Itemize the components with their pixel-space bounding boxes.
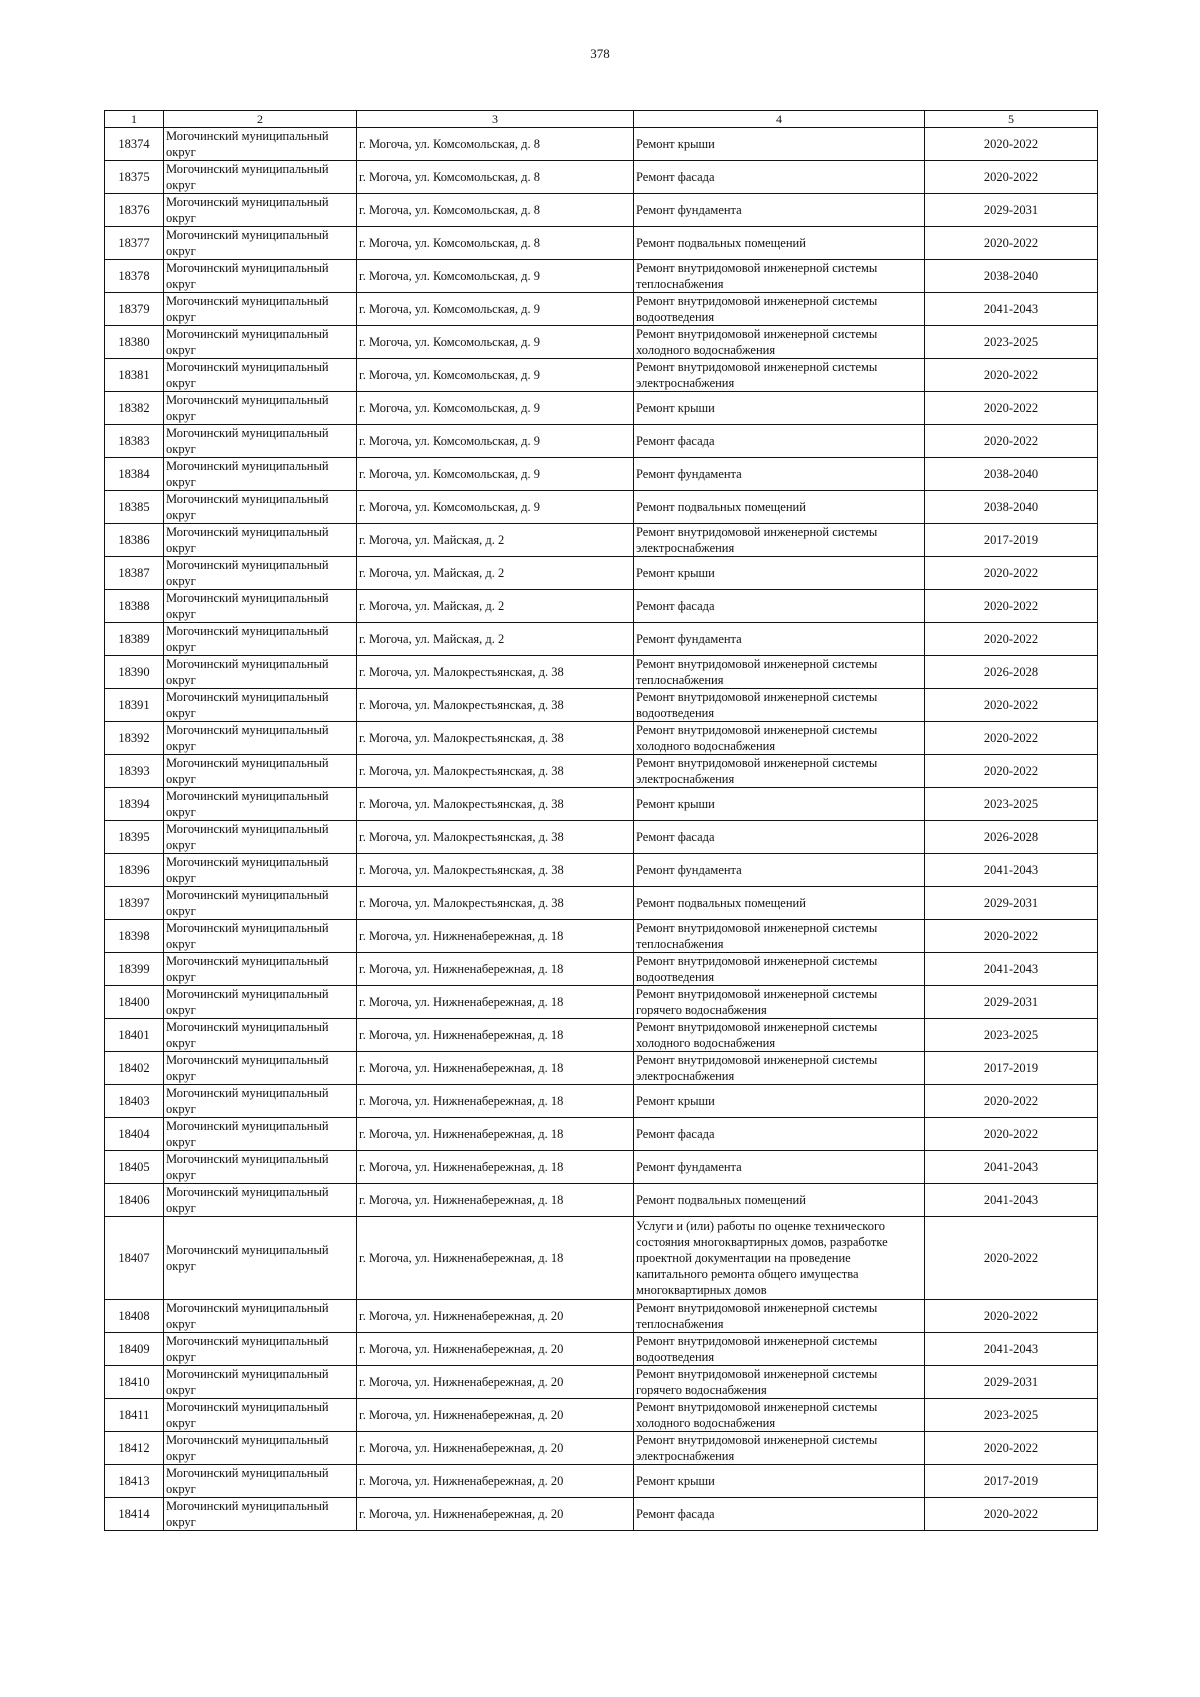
municipality-cell: Могочинский муниципальный округ [164,161,357,194]
period-cell: 2020-2022 [925,1085,1098,1118]
row-number-cell: 18379 [105,293,164,326]
row-number-cell: 18414 [105,1498,164,1531]
municipality-cell: Могочинский муниципальный округ [164,755,357,788]
municipality-cell: Могочинский муниципальный округ [164,1432,357,1465]
row-number-cell: 18381 [105,359,164,392]
address-cell: г. Могоча, ул. Майская, д. 2 [357,557,634,590]
address-cell: г. Могоча, ул. Комсомольская, д. 9 [357,260,634,293]
row-number-cell: 18378 [105,260,164,293]
table-row [105,359,1098,392]
period-cell: 2020-2022 [925,359,1098,392]
row-number-cell: 18383 [105,425,164,458]
municipality-cell: Могочинский муниципальный округ [164,128,357,161]
table-row [105,755,1098,788]
period-cell: 2026-2028 [925,656,1098,689]
address-cell: г. Могоча, ул. Нижненабережная, д. 18 [357,953,634,986]
row-number-cell: 18409 [105,1333,164,1366]
table-row [105,1300,1098,1333]
municipality-cell: Могочинский муниципальный округ [164,986,357,1019]
municipality-cell: Могочинский муниципальный округ [164,590,357,623]
municipality-cell: Могочинский муниципальный округ [164,1333,357,1366]
address-cell: г. Могоча, ул. Малокрестьянская, д. 38 [357,755,634,788]
period-cell: 2041-2043 [925,1184,1098,1217]
period-cell: 2029-2031 [925,194,1098,227]
municipality-cell: Могочинский муниципальный округ [164,1300,357,1333]
municipality-cell: Могочинский муниципальный округ [164,1399,357,1432]
address-cell: г. Могоча, ул. Малокрестьянская, д. 38 [357,722,634,755]
table-row [105,1399,1098,1432]
table-row [105,392,1098,425]
work-type-cell: Ремонт внутридомовой инженерной системы холодного водоснабжения [634,1019,925,1052]
municipality-cell: Могочинский муниципальный округ [164,260,357,293]
address-cell: г. Могоча, ул. Малокрестьянская, д. 38 [357,689,634,722]
row-number-cell: 18396 [105,854,164,887]
table-row [105,1118,1098,1151]
work-type-cell: Ремонт внутридомовой инженерной системы горячего водоснабжения [634,1366,925,1399]
work-type-cell: Ремонт фундамента [634,458,925,491]
municipality-cell: Могочинский муниципальный округ [164,887,357,920]
work-type-cell: Ремонт подвальных помещений [634,227,925,260]
row-number-cell: 18376 [105,194,164,227]
work-type-cell: Ремонт внутридомовой инженерной системы электроснабжения [634,359,925,392]
table-row [105,1366,1098,1399]
table-row [105,623,1098,656]
address-cell: г. Могоча, ул. Комсомольская, д. 9 [357,491,634,524]
period-cell: 2017-2019 [925,1465,1098,1498]
column-header: 5 [925,111,1098,128]
period-cell: 2020-2022 [925,920,1098,953]
row-number-cell: 18405 [105,1151,164,1184]
row-number-cell: 18401 [105,1019,164,1052]
table-row [105,953,1098,986]
municipality-cell: Могочинский муниципальный округ [164,293,357,326]
municipality-cell: Могочинский муниципальный округ [164,1465,357,1498]
row-number-cell: 18394 [105,788,164,821]
municipality-cell: Могочинский муниципальный округ [164,1217,357,1300]
table-row [105,920,1098,953]
work-type-cell: Ремонт внутридомовой инженерной системы холодного водоснабжения [634,326,925,359]
row-number-cell: 18385 [105,491,164,524]
period-cell: 2041-2043 [925,293,1098,326]
work-type-cell: Ремонт фундамента [634,194,925,227]
municipality-cell: Могочинский муниципальный округ [164,722,357,755]
work-type-cell: Ремонт фасада [634,821,925,854]
work-type-cell: Ремонт фасада [634,1118,925,1151]
address-cell: г. Могоча, ул. Комсомольская, д. 9 [357,359,634,392]
work-type-cell: Ремонт крыши [634,392,925,425]
row-number-cell: 18389 [105,623,164,656]
column-header: 1 [105,111,164,128]
period-cell: 2020-2022 [925,1432,1098,1465]
table-row [105,887,1098,920]
table-row [105,1085,1098,1118]
period-cell: 2020-2022 [925,425,1098,458]
address-cell: г. Могоча, ул. Нижненабережная, д. 20 [357,1498,634,1531]
address-cell: г. Могоча, ул. Комсомольская, д. 8 [357,128,634,161]
address-cell: г. Могоча, ул. Нижненабережная, д. 18 [357,1052,634,1085]
address-cell: г. Могоча, ул. Нижненабережная, д. 20 [357,1333,634,1366]
row-number-cell: 18398 [105,920,164,953]
address-cell: г. Могоча, ул. Нижненабережная, д. 18 [357,986,634,1019]
row-number-cell: 18380 [105,326,164,359]
address-cell: г. Могоча, ул. Нижненабережная, д. 18 [357,920,634,953]
municipality-cell: Могочинский муниципальный округ [164,1184,357,1217]
row-number-cell: 18413 [105,1465,164,1498]
period-cell: 2038-2040 [925,260,1098,293]
column-header: 4 [634,111,925,128]
period-cell: 2020-2022 [925,722,1098,755]
municipality-cell: Могочинский муниципальный округ [164,326,357,359]
address-cell: г. Могоча, ул. Малокрестьянская, д. 38 [357,656,634,689]
table-row [105,425,1098,458]
address-cell: г. Могоча, ул. Комсомольская, д. 9 [357,458,634,491]
table-row [105,326,1098,359]
row-number-cell: 18400 [105,986,164,1019]
period-cell: 2029-2031 [925,1366,1098,1399]
municipality-cell: Могочинский муниципальный округ [164,953,357,986]
table-row [105,557,1098,590]
address-cell: г. Могоча, ул. Нижненабережная, д. 18 [357,1217,634,1300]
row-number-cell: 18392 [105,722,164,755]
municipality-cell: Могочинский муниципальный округ [164,458,357,491]
row-number-cell: 18391 [105,689,164,722]
municipality-cell: Могочинский муниципальный округ [164,1151,357,1184]
table-row [105,656,1098,689]
table-row [105,986,1098,1019]
address-cell: г. Могоча, ул. Майская, д. 2 [357,623,634,656]
row-number-cell: 18374 [105,128,164,161]
row-number-cell: 18395 [105,821,164,854]
work-type-cell: Ремонт подвальных помещений [634,491,925,524]
column-header: 3 [357,111,634,128]
address-cell: г. Могоча, ул. Малокрестьянская, д. 38 [357,821,634,854]
address-cell: г. Могоча, ул. Комсомольская, д. 9 [357,425,634,458]
address-cell: г. Могоча, ул. Нижненабережная, д. 18 [357,1118,634,1151]
address-cell: г. Могоча, ул. Нижненабережная, д. 20 [357,1432,634,1465]
period-cell: 2017-2019 [925,524,1098,557]
municipality-cell: Могочинский муниципальный округ [164,854,357,887]
table-row [105,1333,1098,1366]
municipality-cell: Могочинский муниципальный округ [164,920,357,953]
row-number-cell: 18399 [105,953,164,986]
address-cell: г. Могоча, ул. Нижненабережная, д. 18 [357,1184,634,1217]
row-number-cell: 18406 [105,1184,164,1217]
row-number-cell: 18375 [105,161,164,194]
row-number-cell: 18412 [105,1432,164,1465]
table-row [105,1184,1098,1217]
address-cell: г. Могоча, ул. Нижненабережная, д. 20 [357,1300,634,1333]
work-type-cell: Ремонт фундамента [634,1151,925,1184]
period-cell: 2020-2022 [925,1217,1098,1300]
work-type-cell: Ремонт внутридомовой инженерной системы водоотведения [634,689,925,722]
row-number-cell: 18403 [105,1085,164,1118]
municipality-cell: Могочинский муниципальный округ [164,1498,357,1531]
row-number-cell: 18408 [105,1300,164,1333]
work-type-cell: Ремонт внутридомовой инженерной системы теплоснабжения [634,1300,925,1333]
period-cell: 2041-2043 [925,1333,1098,1366]
period-cell: 2041-2043 [925,854,1098,887]
address-cell: г. Могоча, ул. Комсомольская, д. 8 [357,161,634,194]
table-row [105,1151,1098,1184]
municipality-cell: Могочинский муниципальный округ [164,1085,357,1118]
work-type-cell: Ремонт внутридомовой инженерной системы теплоснабжения [634,656,925,689]
municipality-cell: Могочинский муниципальный округ [164,491,357,524]
table-row [105,590,1098,623]
column-number-row [105,111,1098,128]
table-row [105,1019,1098,1052]
municipality-cell: Могочинский муниципальный округ [164,788,357,821]
table-row [105,293,1098,326]
work-type-cell: Ремонт внутридомовой инженерной системы горячего водоснабжения [634,986,925,1019]
period-cell: 2029-2031 [925,887,1098,920]
column-header: 2 [164,111,357,128]
address-cell: г. Могоча, ул. Нижненабережная, д. 18 [357,1019,634,1052]
repair-schedule-table [104,110,1098,1531]
table-row [105,491,1098,524]
table-row [105,788,1098,821]
work-type-cell: Ремонт внутридомовой инженерной системы водоотведения [634,953,925,986]
work-type-cell: Ремонт внутридомовой инженерной системы электроснабжения [634,524,925,557]
row-number-cell: 18388 [105,590,164,623]
row-number-cell: 18384 [105,458,164,491]
table-row [105,227,1098,260]
work-type-cell: Ремонт крыши [634,128,925,161]
table-row [105,722,1098,755]
row-number-cell: 18410 [105,1366,164,1399]
period-cell: 2020-2022 [925,1118,1098,1151]
table-row [105,458,1098,491]
period-cell: 2041-2043 [925,953,1098,986]
period-cell: 2041-2043 [925,1151,1098,1184]
row-number-cell: 18411 [105,1399,164,1432]
page-number: 378 [590,46,610,61]
period-cell: 2020-2022 [925,1300,1098,1333]
period-cell: 2020-2022 [925,227,1098,260]
address-cell: г. Могоча, ул. Комсомольская, д. 9 [357,293,634,326]
row-number-cell: 18386 [105,524,164,557]
period-cell: 2020-2022 [925,755,1098,788]
work-type-cell: Ремонт крыши [634,1085,925,1118]
address-cell: г. Могоча, ул. Нижненабережная, д. 20 [357,1366,634,1399]
table-row [105,128,1098,161]
period-cell: 2023-2025 [925,326,1098,359]
work-type-cell: Ремонт внутридомовой инженерной системы электроснабжения [634,755,925,788]
address-cell: г. Могоча, ул. Нижненабережная, д. 18 [357,1085,634,1118]
municipality-cell: Могочинский муниципальный округ [164,689,357,722]
work-type-cell: Услуги и (или) работы по оценке технического состояния многоквартирных домов, разработке проектной документации на проведение капитального ремонта общего имущества многоквартирных домов [634,1217,925,1300]
period-cell: 2017-2019 [925,1052,1098,1085]
row-number-cell: 18390 [105,656,164,689]
table-row [105,1052,1098,1085]
work-type-cell: Ремонт внутридомовой инженерной системы электроснабжения [634,1432,925,1465]
work-type-cell: Ремонт внутридомовой инженерной системы холодного водоснабжения [634,1399,925,1432]
table-row [105,161,1098,194]
municipality-cell: Могочинский муниципальный округ [164,557,357,590]
address-cell: г. Могоча, ул. Комсомольская, д. 8 [357,227,634,260]
period-cell: 2020-2022 [925,1498,1098,1531]
table-row [105,1498,1098,1531]
table-row [105,1217,1098,1300]
address-cell: г. Могоча, ул. Майская, д. 2 [357,524,634,557]
table-row [105,689,1098,722]
table-row [105,1465,1098,1498]
work-type-cell: Ремонт крыши [634,1465,925,1498]
address-cell: г. Могоча, ул. Комсомольская, д. 9 [357,326,634,359]
period-cell: 2029-2031 [925,986,1098,1019]
municipality-cell: Могочинский муниципальный округ [164,194,357,227]
address-cell: г. Могоча, ул. Нижненабережная, д. 20 [357,1399,634,1432]
address-cell: г. Могоча, ул. Малокрестьянская, д. 38 [357,788,634,821]
municipality-cell: Могочинский муниципальный округ [164,1019,357,1052]
period-cell: 2020-2022 [925,128,1098,161]
row-number-cell: 18402 [105,1052,164,1085]
period-cell: 2020-2022 [925,623,1098,656]
table-row [105,854,1098,887]
work-type-cell: Ремонт внутридомовой инженерной системы теплоснабжения [634,920,925,953]
work-type-cell: Ремонт внутридомовой инженерной системы теплоснабжения [634,260,925,293]
work-type-cell: Ремонт подвальных помещений [634,887,925,920]
period-cell: 2023-2025 [925,788,1098,821]
work-type-cell: Ремонт внутридомовой инженерной системы водоотведения [634,293,925,326]
municipality-cell: Могочинский муниципальный округ [164,1366,357,1399]
address-cell: г. Могоча, ул. Нижненабережная, д. 20 [357,1465,634,1498]
row-number-cell: 18382 [105,392,164,425]
table-row [105,821,1098,854]
work-type-cell: Ремонт внутридомовой инженерной системы водоотведения [634,1333,925,1366]
municipality-cell: Могочинский муниципальный округ [164,524,357,557]
address-cell: г. Могоча, ул. Малокрестьянская, д. 38 [357,887,634,920]
period-cell: 2020-2022 [925,557,1098,590]
municipality-cell: Могочинский муниципальный округ [164,656,357,689]
row-number-cell: 18377 [105,227,164,260]
municipality-cell: Могочинский муниципальный округ [164,425,357,458]
row-number-cell: 18393 [105,755,164,788]
table-row [105,260,1098,293]
work-type-cell: Ремонт внутридомовой инженерной системы электроснабжения [634,1052,925,1085]
period-cell: 2023-2025 [925,1399,1098,1432]
work-type-cell: Ремонт внутридомовой инженерной системы холодного водоснабжения [634,722,925,755]
address-cell: г. Могоча, ул. Малокрестьянская, д. 38 [357,854,634,887]
work-type-cell: Ремонт подвальных помещений [634,1184,925,1217]
period-cell: 2026-2028 [925,821,1098,854]
work-type-cell: Ремонт фасада [634,1498,925,1531]
period-cell: 2038-2040 [925,491,1098,524]
work-type-cell: Ремонт фундамента [634,623,925,656]
work-type-cell: Ремонт фундамента [634,854,925,887]
row-number-cell: 18397 [105,887,164,920]
address-cell: г. Могоча, ул. Нижненабережная, д. 18 [357,1151,634,1184]
work-type-cell: Ремонт фасада [634,590,925,623]
municipality-cell: Могочинский муниципальный округ [164,821,357,854]
work-type-cell: Ремонт фасада [634,425,925,458]
address-cell: г. Могоча, ул. Комсомольская, д. 9 [357,392,634,425]
municipality-cell: Могочинский муниципальный округ [164,1052,357,1085]
municipality-cell: Могочинский муниципальный округ [164,1118,357,1151]
period-cell: 2020-2022 [925,392,1098,425]
work-type-cell: Ремонт крыши [634,557,925,590]
municipality-cell: Могочинский муниципальный округ [164,623,357,656]
work-type-cell: Ремонт крыши [634,788,925,821]
municipality-cell: Могочинский муниципальный округ [164,392,357,425]
table-row [105,524,1098,557]
table-row [105,194,1098,227]
period-cell: 2020-2022 [925,689,1098,722]
row-number-cell: 18407 [105,1217,164,1300]
period-cell: 2038-2040 [925,458,1098,491]
row-number-cell: 18387 [105,557,164,590]
address-cell: г. Могоча, ул. Майская, д. 2 [357,590,634,623]
period-cell: 2023-2025 [925,1019,1098,1052]
period-cell: 2020-2022 [925,161,1098,194]
row-number-cell: 18404 [105,1118,164,1151]
municipality-cell: Могочинский муниципальный округ [164,227,357,260]
table-row [105,1432,1098,1465]
table-body [105,128,1098,1531]
period-cell: 2020-2022 [925,590,1098,623]
address-cell: г. Могоча, ул. Комсомольская, д. 8 [357,194,634,227]
municipality-cell: Могочинский муниципальный округ [164,359,357,392]
work-type-cell: Ремонт фасада [634,161,925,194]
